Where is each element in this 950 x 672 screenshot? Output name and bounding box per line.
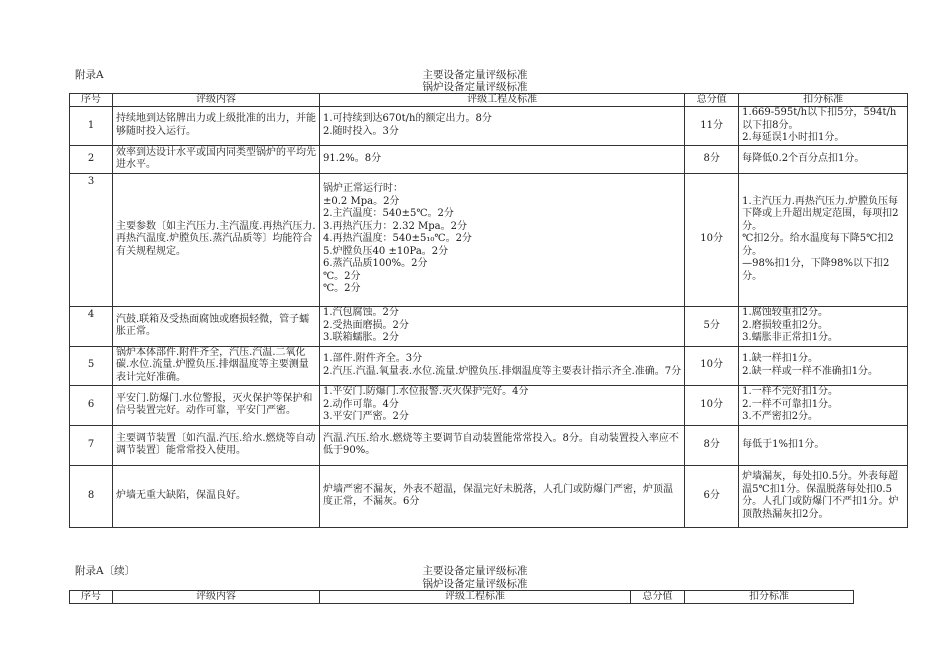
standard-line: 2.受热面磨损。2分 xyxy=(323,319,409,331)
deduction-standard xyxy=(739,306,908,346)
table-row xyxy=(70,173,908,306)
standard-line: 1.汽包腐蚀。2分 xyxy=(323,307,399,319)
standard-line: 5.炉膛负压40 ±10Pa。2分 xyxy=(323,245,449,257)
standard-line: 2.随时投入。3分 xyxy=(323,125,399,137)
deduction-standard xyxy=(739,385,908,425)
page-title: 主要设备定量评级标准 xyxy=(422,69,528,81)
total-score: 8分 xyxy=(685,425,739,465)
deduction-line: 1.缺一样扣1分。 xyxy=(742,353,819,364)
row-number: 8 xyxy=(70,465,113,527)
deduction-line: 每低于1%扣1分。 xyxy=(742,438,825,450)
standard-line: 91.2%。8分 xyxy=(323,152,382,164)
header-deduction: 扣分标准 xyxy=(739,94,908,107)
deduction-line: 1.669-595t/h以下扣5分，594t/h以下扣8分。 xyxy=(742,107,897,131)
total-score: 11分 xyxy=(685,107,739,146)
standard-line: 4.再热汽温度：540±5₁₀℃。2分 xyxy=(323,233,472,245)
standard-line: 2.动作可靠。4分 xyxy=(323,398,399,410)
table-row xyxy=(70,425,908,465)
rating-content: 炉墙无重大缺陷，保温良好。 xyxy=(113,465,320,527)
deduction-standard xyxy=(739,107,908,146)
header-content: 评级内容 xyxy=(113,591,320,604)
deduction-line: 2.一样不可靠扣1分。 xyxy=(742,398,839,410)
deduction-standard xyxy=(739,173,908,306)
standard-line: ℃。2分 xyxy=(323,283,361,295)
rating-table xyxy=(69,93,908,528)
standard-line: 汽温.汽压.给水.燃烧等主要调节自动装置能常常投入。8分。自动装置投入率应不低于90%。 xyxy=(323,432,679,456)
row-number: 4 xyxy=(70,306,113,346)
table-row xyxy=(70,385,908,425)
deduction-line: 2.每延误1小时扣1分。 xyxy=(742,132,845,143)
deduction-line: 1.一样不完好扣1分。 xyxy=(742,386,839,398)
deduction-standard xyxy=(739,465,908,527)
row-number: 3 xyxy=(70,173,113,306)
deduction-line: 3.蠕胀非正常扣1分。 xyxy=(742,332,839,344)
standard-line: 3.平安门严密。2分 xyxy=(323,411,409,423)
rating-standard xyxy=(320,425,685,465)
standard-line: 6.蒸汽品质100%。2分 xyxy=(323,258,428,270)
table-row xyxy=(70,465,908,527)
rating-content: 锅炉本体部件.附件齐全，汽压.汽温.二氧化碳.水位.流量.炉膛负压.排烟温度等主要测量表计完好准确。 xyxy=(113,346,320,385)
deduction-standard xyxy=(739,346,908,385)
total-score: 5分 xyxy=(685,306,739,346)
standard-line: 2.主汽温度：540±5℃。2分 xyxy=(323,208,454,220)
deduction-line: 2.缺一样或一样不准确扣1分。 xyxy=(742,365,879,377)
table-header-row xyxy=(70,94,908,107)
table-row xyxy=(70,107,908,146)
rating-standard xyxy=(320,107,685,146)
rating-content: 持续地到达铭牌出力或上级批准的出力，并能够随时投入运行。 xyxy=(113,107,320,146)
deduction-standard xyxy=(739,425,908,465)
rating-content: 汽鼓.联箱及受热面腐蚀或磨损轻微，管子蠕胀正常。 xyxy=(113,306,320,346)
appendix-label: 附录A xyxy=(75,69,104,81)
deduction-line: 3.不严密扣2分。 xyxy=(742,411,819,423)
deduction-line: 2.磨损较重扣2分。 xyxy=(742,319,829,331)
row-number: 7 xyxy=(70,425,113,465)
row-number: 5 xyxy=(70,346,113,385)
total-score: 10分 xyxy=(685,346,739,385)
table-row xyxy=(70,306,908,346)
rating-content: 效率到达设计水平或国内同类型锅炉的平均先进水平。 xyxy=(113,145,320,173)
deduction-standard xyxy=(739,145,908,173)
deduction-line: ℃扣2分。给水温度每下降5℃扣2分。 xyxy=(742,233,894,257)
standard-line: 3.再热汽压力：2.32 Mpa。2分 xyxy=(323,220,467,232)
table-subtitle: 锅炉设备定量评级标准 xyxy=(422,81,528,93)
row-number: 2 xyxy=(70,145,113,173)
header-no: 序号 xyxy=(70,591,113,604)
row-number: 6 xyxy=(70,385,113,425)
header-content: 评级内容 xyxy=(113,94,320,107)
standard-line: 1.部件.附件齐全。3分 xyxy=(323,353,423,364)
rating-standard xyxy=(320,145,685,173)
header-deduction: 扣分标准 xyxy=(685,591,854,604)
deduction-line: 炉墙漏灰，每处扣0.5分。外表每超温5℃扣1分。保温脱落每处扣0.5分。人孔门或防爆门不严扣1分。炉顶散热漏灰扣2分。 xyxy=(742,471,899,520)
table-row xyxy=(70,346,908,385)
rating-standard xyxy=(320,173,685,306)
table-header-row xyxy=(70,591,854,604)
rating-standard xyxy=(320,385,685,425)
header-no: 序号 xyxy=(70,94,113,107)
appendix-continued-label: 附录A〔续〕 xyxy=(75,565,136,577)
standard-line: 锅炉正常运行时： xyxy=(323,183,403,195)
row-number: 1 xyxy=(70,107,113,146)
deduction-line: 1.主汽压力.再热汽压力.炉膛负压每下降或上升超出规定范围，每项扣2分。 xyxy=(742,195,899,232)
standard-line: 炉墙严密不漏灰，外表不超温，保温完好未脱落，人孔门或防爆门严密，炉顶温度正常，不漏灰。6分 xyxy=(323,483,673,507)
header-score: 总分值 xyxy=(631,591,685,604)
standard-line: ±0.2 Mpa。2分 xyxy=(323,195,400,207)
page2-title: 主要设备定量评级标准 xyxy=(422,565,528,577)
rating-standard xyxy=(320,465,685,527)
standard-line: ℃。2分 xyxy=(323,270,361,282)
standard-line: 2.汽压.汽温.氧量表.水位.流量.炉膛负压.排烟温度等主要表计指示齐全.准确。7分 xyxy=(323,365,682,377)
deduction-line: 每降低0.2个百分点扣1分。 xyxy=(742,152,865,164)
total-score: 10分 xyxy=(685,173,739,306)
standard-line: 1.可持续到达670t/h的额定出力。8分 xyxy=(323,113,492,125)
total-score: 6分 xyxy=(685,465,739,527)
standard-line: 1.平安门.防爆门.水位报警.灭火保护完好。4分 xyxy=(323,386,529,398)
header-standard: 评级工程及标准 xyxy=(320,94,685,107)
header-score: 总分值 xyxy=(685,94,739,107)
header-standard: 评级工程标准 xyxy=(320,591,631,604)
rating-table-continued xyxy=(69,590,854,604)
deduction-line: —98%扣1分，下降98%以下扣2分。 xyxy=(742,258,890,282)
rating-standard xyxy=(320,306,685,346)
total-score: 10分 xyxy=(685,385,739,425)
deduction-line: 1.腐蚀较重扣2分。 xyxy=(742,307,829,319)
page2-table-subtitle: 锅炉设备定量评级标准 xyxy=(422,578,528,590)
table-row xyxy=(70,145,908,173)
rating-content: 平安门.防爆门.水位警报，灭火保护等保护和信号装置完好。动作可靠，平安门严密。 xyxy=(113,385,320,425)
standard-line: 3.联箱蠕胀。2分 xyxy=(323,332,399,344)
rating-content: 主要调节装置〔如汽温.汽压.给水.燃烧等自动调节装置〕能常常投入使用。 xyxy=(113,425,320,465)
total-score: 8分 xyxy=(685,145,739,173)
rating-content: 主要参数〔如主汽压力.主汽温度.再热汽压力.再热汽温度.炉膛负压.蒸汽品质等〕均能符合有关规程规定。 xyxy=(113,173,320,306)
rating-standard xyxy=(320,346,685,385)
